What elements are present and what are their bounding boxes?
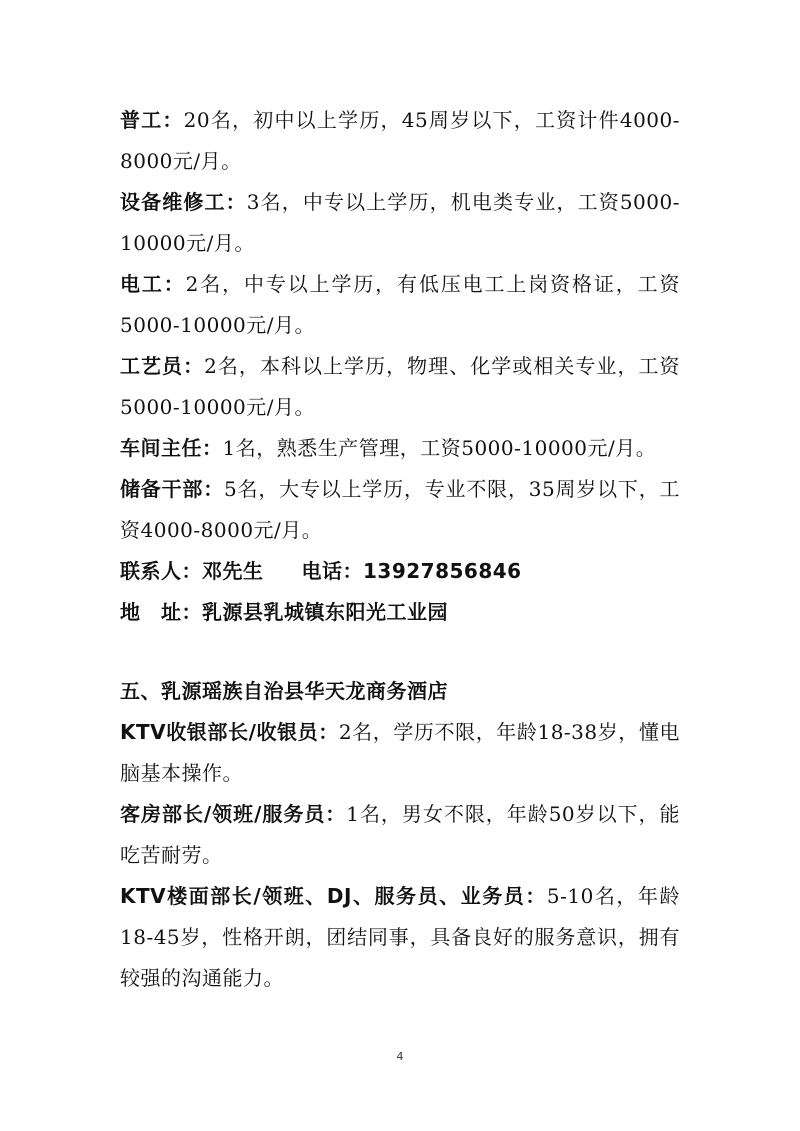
job-entry-general-worker	[120, 100, 680, 182]
job-title: 车间主任：	[120, 436, 223, 460]
job-description: 5名，大专以上学历，专业不限，35周岁以下，工资4000-8000元/月。	[120, 477, 680, 542]
job-title: 设备维修工：	[120, 190, 247, 214]
job-entry-housekeeping	[120, 794, 680, 876]
page-number: 4	[396, 1050, 404, 1063]
job-entry-electrician	[120, 264, 680, 346]
job-title: 电工：	[120, 272, 186, 296]
address-value: 乳源县乳城镇东阳光工业园	[202, 600, 448, 624]
section-spacer	[120, 633, 680, 671]
contact-phone-number: 13927856846	[363, 559, 522, 583]
job-entry-ktv-cashier	[120, 712, 680, 794]
job-description: 3名，中专以上学历，机电类专业，工资5000-10000元/月。	[120, 190, 680, 255]
job-entry-process-engineer	[120, 346, 680, 428]
contact-person-name: 邓先生	[202, 559, 264, 583]
job-entry-ktv-floor-staff	[120, 876, 680, 999]
job-entry-reserve-cadre	[120, 469, 680, 551]
job-description: 2名，学历不限，年龄18-38岁，懂电脑基本操作。	[120, 720, 680, 785]
job-description: 2名，中专以上学历，有低压电工上岗资格证，工资5000-10000元/月。	[120, 272, 681, 337]
contact-phone-label: 电话：	[301, 559, 363, 583]
job-entry-maintenance-worker	[120, 182, 680, 264]
job-title: 储备干部：	[120, 477, 225, 501]
address-line	[120, 592, 680, 633]
job-description: 2名，本科以上学历，物理、化学或相关专业，工资5000-10000元/月。	[120, 354, 680, 419]
job-description: 5-10名，年龄18-45岁，性格开朗，团结同事，具备良好的服务意识，拥有较强的沟通能力。	[120, 884, 680, 990]
job-entry-workshop-director	[120, 428, 680, 469]
job-description: 1名，熟悉生产管理，工资5000-10000元/月。	[222, 436, 657, 460]
job-title: KTV收银部长/收银员：	[120, 720, 339, 744]
contact-line	[120, 551, 680, 592]
section-heading: 五、乳源瑶族自治县华天龙商务酒店	[120, 679, 448, 703]
address-label: 地 址：	[120, 600, 202, 624]
page-content	[120, 100, 680, 999]
job-description: 20名，初中以上学历，45周岁以下，工资计件4000-8000元/月。	[120, 108, 681, 173]
job-title: KTV楼面部长/领班、DJ、服务员、业务员：	[120, 884, 547, 908]
job-title: 客房部长/领班/服务员：	[120, 802, 347, 826]
job-description: 1名，男女不限，年龄50岁以下，能吃苦耐劳。	[120, 802, 680, 867]
job-title: 普工：	[120, 108, 184, 132]
job-title: 工艺员：	[120, 354, 205, 378]
contact-person-label: 联系人：	[120, 559, 202, 583]
